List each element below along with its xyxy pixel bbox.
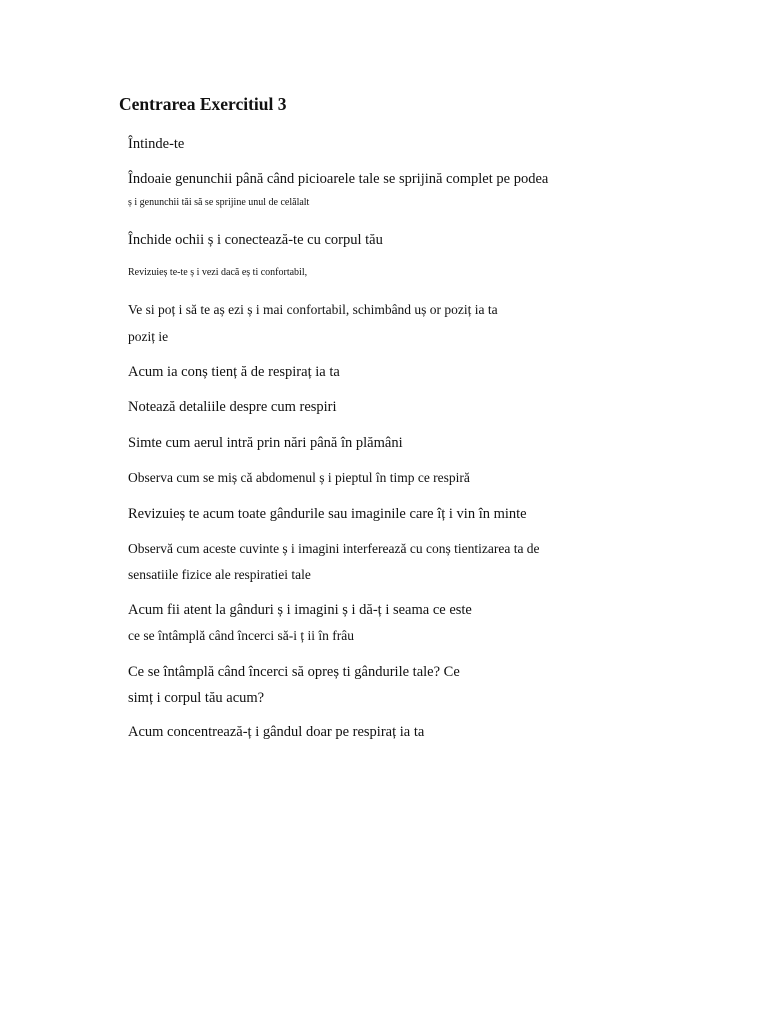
- text-line: Întinde-te: [128, 136, 185, 152]
- text-line: Observa cum se miș că abdomenul ș i pieptul în timp ce respiră: [128, 470, 470, 485]
- text-line: sensatiile fizice ale respiratiei tale: [128, 567, 311, 582]
- text-line: Revizuieș te acum toate gândurile sau imaginile care îț i vin în minte: [128, 506, 527, 522]
- text-line: simț i corpul tău acum?: [128, 690, 265, 706]
- text-line: Acum fii atent la gânduri ș i imagini ș i dă-ț i seama ce este: [128, 602, 472, 618]
- text-line: ce se întâmplă când încerci să-i ț ii în frâu: [128, 628, 355, 643]
- text-line: ș i genunchii tăi să se sprijine unul de celălalt: [128, 197, 310, 208]
- text-line: Închide ochii ș i conectează-te cu corpul tău: [128, 232, 383, 248]
- page-title: Centrarea Exercitiul 3: [119, 94, 287, 114]
- text-line: Îndoaie genunchii până când picioarele tale se sprijină complet pe podea: [128, 171, 549, 187]
- text-line: Acum ia conș tienț ă de respiraț ia ta: [128, 364, 340, 380]
- text-line: Observă cum aceste cuvinte ș i imagini interferează cu conș tientizarea ta de: [128, 541, 540, 556]
- text-line: poziț ie: [128, 329, 169, 344]
- text-line: Revizuieș te-te ș i vezi dacă eș ti confortabil,: [128, 267, 308, 278]
- text-line: Acum concentrează-ț i gândul doar pe respiraț ia ta: [128, 724, 425, 740]
- text-line: Ve si poț i să te aș ezi ș i mai confortabil, schimbând uș or poziț ia ta: [128, 302, 498, 317]
- text-line: Notează detaliile despre cum respiri: [128, 399, 337, 415]
- text-line: Ce se întâmplă când încerci să opreș ti gândurile tale? Ce: [128, 664, 460, 680]
- text-line: Simte cum aerul intră prin nări până în plămâni: [128, 435, 403, 451]
